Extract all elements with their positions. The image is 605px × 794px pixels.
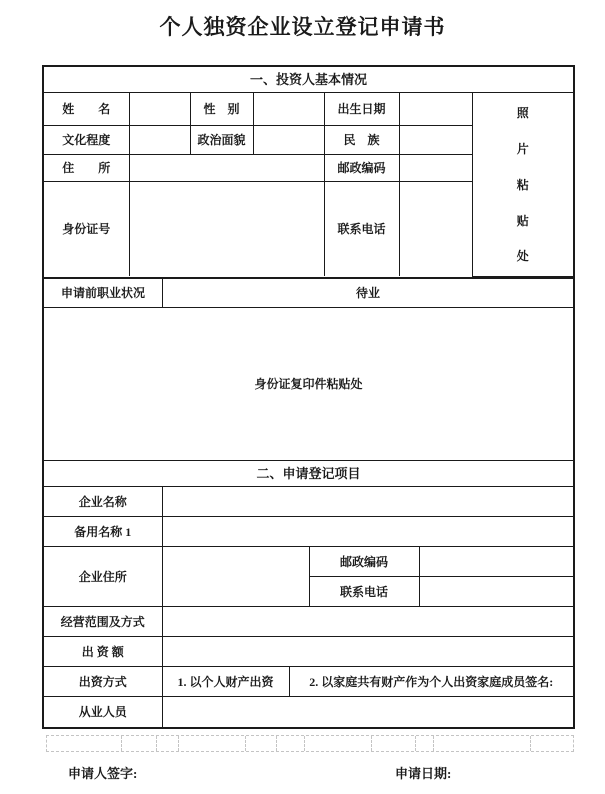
phone-label: 联系电话 — [324, 181, 399, 276]
grid-cell — [179, 736, 246, 751]
grid-cell — [246, 736, 277, 751]
page-title: 个人独资企业设立登记申请书 — [159, 15, 446, 39]
postcode-input-cell[interactable] — [399, 154, 472, 181]
company-phone-input-cell[interactable] — [419, 577, 573, 607]
fund-method-label: 出资方式 — [44, 667, 162, 697]
pre-job-status-label: 申请前职业状况 — [44, 279, 163, 307]
pre-job-status-value[interactable]: 待业 — [355, 285, 380, 300]
residence-label: 住 所 — [44, 154, 129, 181]
employees-label: 从业人员 — [44, 697, 162, 727]
table-row — [44, 637, 573, 667]
politics-input-cell[interactable] — [253, 125, 324, 154]
table-row — [44, 607, 573, 637]
name-label: 姓 名 — [44, 93, 129, 125]
investor-info-table — [44, 93, 573, 277]
business-scope-label: 经营范围及方式 — [44, 607, 162, 637]
grid-cell — [305, 736, 372, 751]
table-row — [44, 93, 573, 125]
employees-input-cell[interactable] — [162, 697, 573, 727]
company-postcode-input-cell[interactable] — [419, 547, 573, 577]
grid-cell — [434, 736, 531, 751]
pre-job-status-row — [44, 277, 573, 308]
photo-char: 片 — [516, 142, 529, 156]
gender-input-cell[interactable] — [253, 93, 324, 125]
politics-label: 政治面貌 — [190, 125, 253, 154]
table-row — [44, 697, 573, 727]
capital-amount-input-cell[interactable] — [162, 637, 573, 667]
registration-items-table — [44, 487, 573, 727]
photo-char: 贴 — [516, 213, 529, 228]
grid-cell — [157, 736, 179, 751]
grid-cell — [47, 736, 122, 751]
company-phone-label: 联系电话 — [309, 577, 419, 607]
company-address-input-cell[interactable] — [162, 547, 309, 607]
table-row — [44, 517, 573, 547]
photo-paste-area — [472, 93, 573, 276]
application-form — [42, 65, 575, 729]
alt-name-input-cell[interactable] — [162, 517, 573, 547]
id-number-label: 身份证号 — [44, 181, 129, 276]
applicant-signature-label: 申请人签字: — [68, 766, 138, 781]
table-row — [44, 667, 573, 697]
id-copy-paste-area — [44, 308, 573, 461]
section2-header: 二、申请登记项目 — [44, 461, 573, 487]
grid-cell — [531, 736, 573, 751]
name-input-cell[interactable] — [129, 93, 190, 125]
photo-paste-label — [473, 104, 574, 264]
photo-char: 照 — [516, 106, 529, 121]
education-input-cell[interactable] — [129, 125, 190, 154]
ethnicity-input-cell[interactable] — [399, 125, 472, 154]
company-address-label: 企业住所 — [44, 547, 162, 607]
company-name-label: 企业名称 — [44, 487, 162, 517]
ethnicity-label: 民 族 — [324, 125, 399, 154]
business-scope-input-cell[interactable] — [162, 607, 573, 637]
grid-cell — [416, 736, 434, 751]
birthdate-label: 出生日期 — [324, 93, 399, 125]
photo-char: 处 — [516, 249, 529, 264]
fund-option-family[interactable]: 2. 以家庭共有财产作为个人出资家庭成员签名: — [289, 667, 573, 697]
postcode-label: 邮政编码 — [324, 154, 399, 181]
grid-cell — [372, 736, 416, 751]
id-copy-paste-label: 身份证复印件粘贴处 — [254, 377, 363, 391]
education-label: 文化程度 — [44, 125, 129, 154]
application-date-label: 申请日期: — [395, 766, 452, 781]
company-postcode-label: 邮政编码 — [309, 547, 419, 577]
spreadsheet-grid-row — [46, 735, 574, 752]
alt-name-label: 备用名称 1 — [44, 517, 162, 547]
capital-amount-label: 出 资 额 — [44, 637, 162, 667]
photo-char: 粘 — [516, 177, 529, 192]
residence-input-cell[interactable] — [129, 154, 324, 181]
company-name-input-cell[interactable] — [162, 487, 573, 517]
id-number-input-cell[interactable] — [129, 181, 324, 276]
section1-header: 一、投资人基本情况 — [44, 67, 573, 93]
gender-label: 性 别 — [190, 93, 253, 125]
grid-cell — [277, 736, 305, 751]
phone-input-cell[interactable] — [399, 181, 472, 276]
grid-cell — [122, 736, 157, 751]
birthdate-input-cell[interactable] — [399, 93, 472, 125]
fund-option-personal[interactable]: 1. 以个人财产出资 — [162, 667, 289, 697]
table-row — [44, 547, 573, 577]
table-row — [44, 487, 573, 517]
